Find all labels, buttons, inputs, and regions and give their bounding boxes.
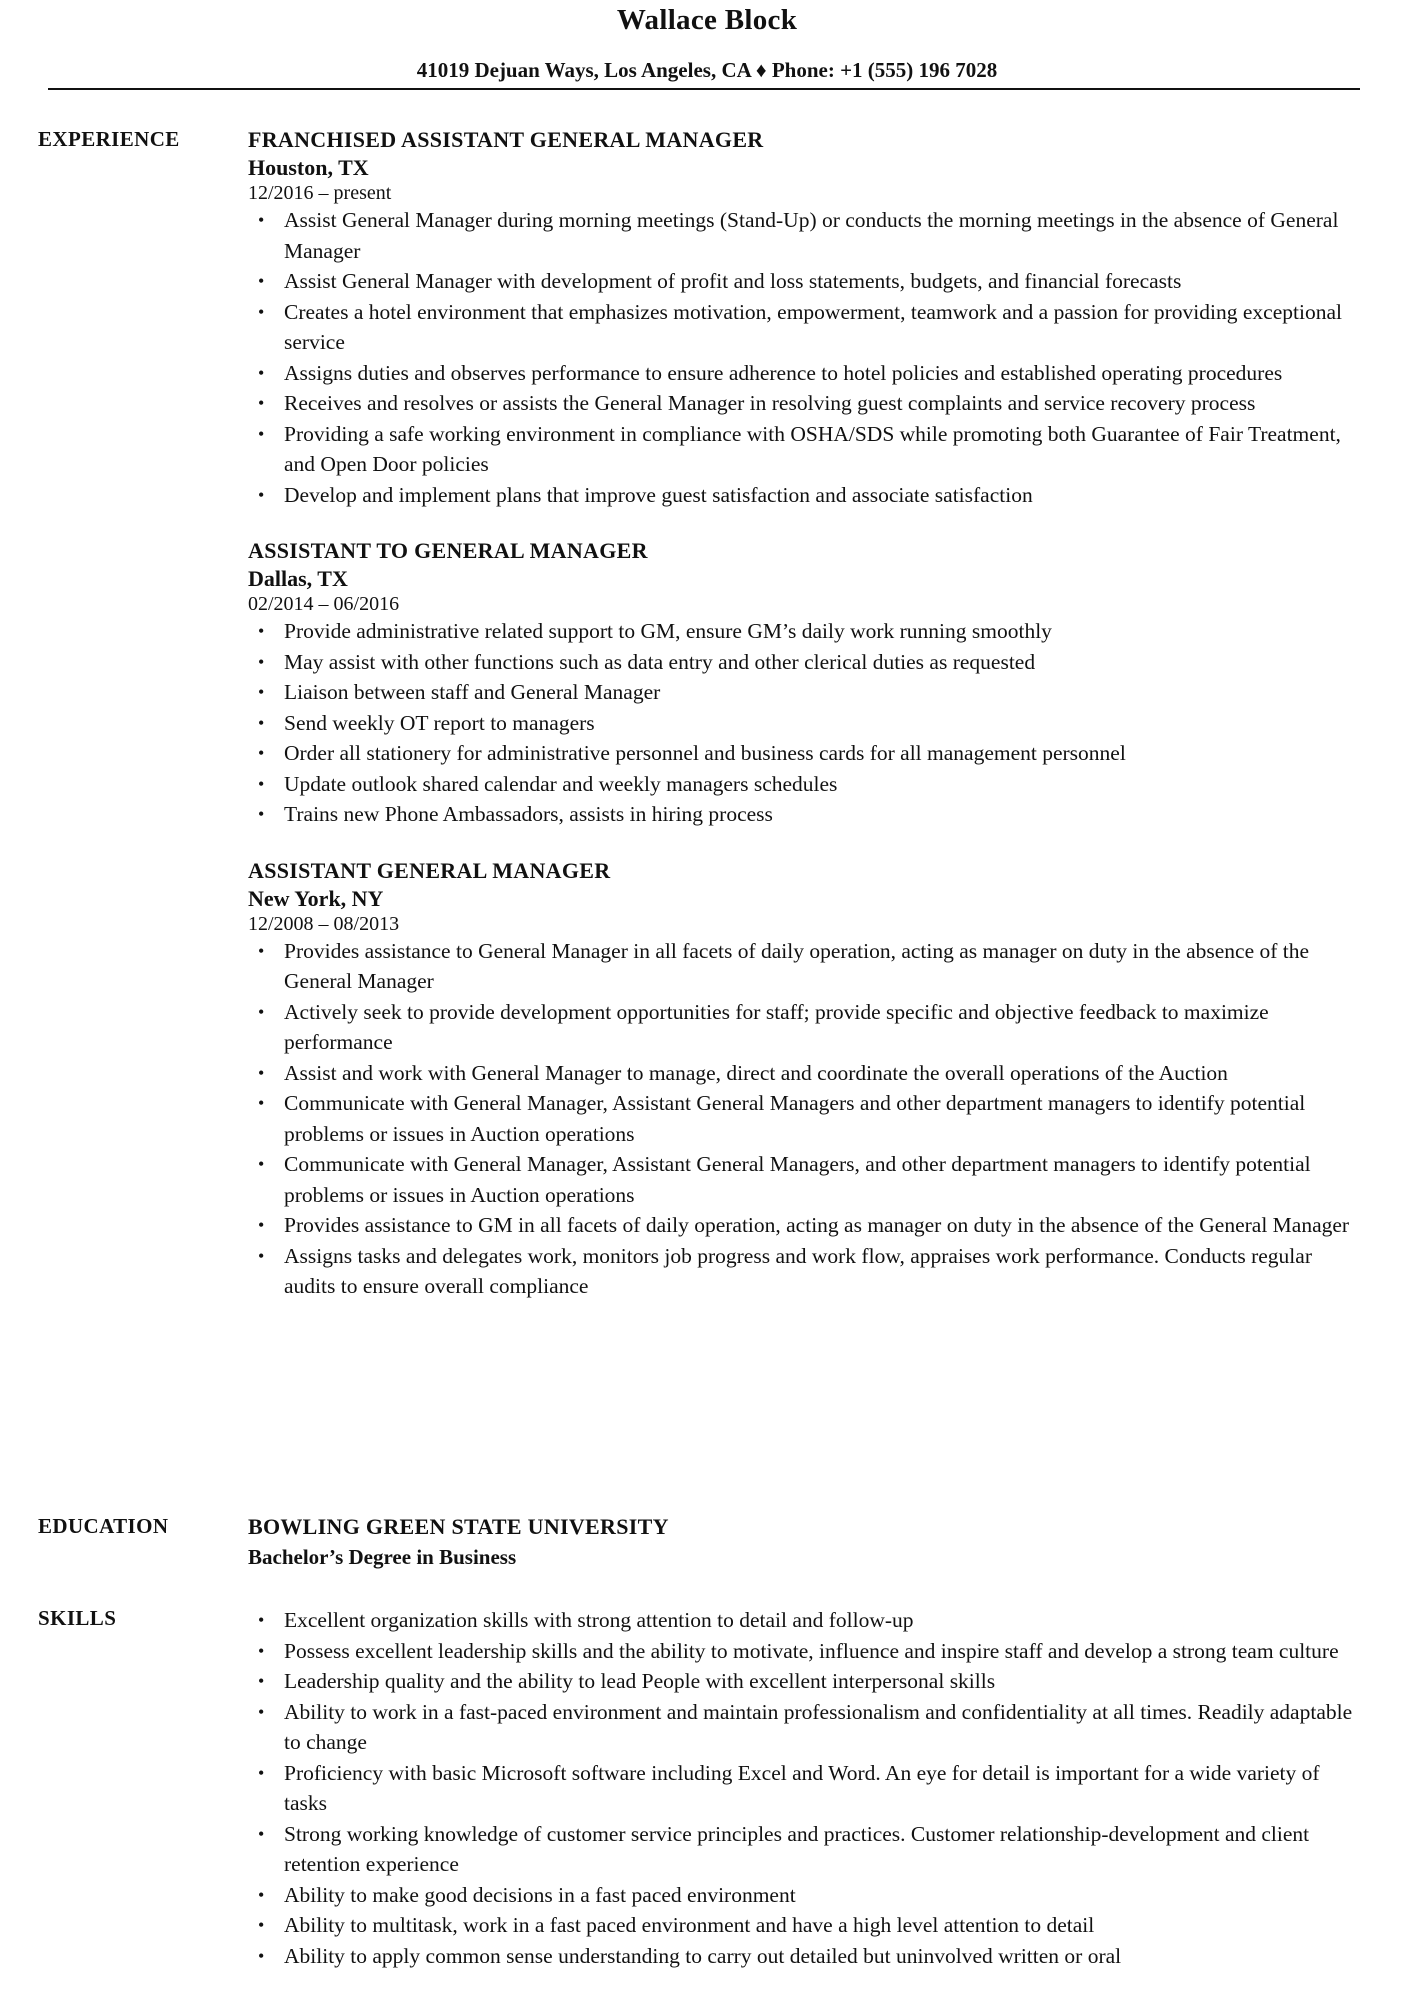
bullet-icon: •	[258, 804, 265, 824]
bullet-item: • Creates a hotel environment that emphasizes motivation, empowerment, teamwork and a passion for providing exceptional service	[248, 297, 1358, 358]
skill-item: • Ability to make good decisions in a fast paced environment	[248, 1880, 1358, 1911]
bullet-icon: •	[258, 210, 265, 230]
bullet-icon: •	[258, 743, 265, 763]
skill-item: • Excellent organization skills with strong attention to detail and follow-up	[248, 1605, 1358, 1636]
contact-line: 41019 Dejuan Ways, Los Angeles, CA ♦ Phone: +1 (555) 196 7028	[416, 58, 998, 82]
bullet-icon: •	[258, 621, 265, 641]
job-entry	[248, 855, 1358, 1302]
bullet-icon: •	[258, 1945, 265, 1966]
skill-item: • Leadership quality and the ability to lead People with excellent interpersonal skills	[248, 1666, 1358, 1697]
job-location: Houston, TX	[248, 155, 369, 180]
bullet-icon: •	[258, 1671, 265, 1691]
bullet-item: • Assigns duties and observes performance to ensure adherence to hotel policies and established operating procedures	[248, 358, 1358, 389]
header-divider	[48, 88, 1360, 90]
bullet-icon: •	[258, 1823, 265, 1844]
candidate-name: Wallace Block	[616, 4, 798, 36]
section-label-experience: EXPERIENCE	[38, 127, 180, 151]
job-dates: 12/2008 – 08/2013	[248, 912, 400, 935]
job-bullets	[248, 936, 1358, 1302]
bullet-item: • May assist with other functions such as data entry and other clerical duties as requested	[248, 647, 1358, 678]
bullet-item: • Communicate with General Manager, Assistant General Managers and other department managers to identify potential problems or issues in Auction operations	[248, 1088, 1358, 1149]
bullet-item: • Provides assistance to GM in all facets of daily operation, acting as manager on duty in the absence of the General Manager	[248, 1210, 1358, 1241]
job-title: ASSISTANT TO GENERAL MANAGER	[248, 538, 648, 563]
skill-item: • Proficiency with basic Microsoft software including Excel and Word. An eye for detail is important for a wide variety of tasks	[248, 1758, 1358, 1819]
bullet-item: • Liaison between staff and General Manager	[248, 677, 1358, 708]
bullet-item: • Assist General Manager during morning meetings (Stand-Up) or conducts the morning meetings in the absence of General Manager	[248, 205, 1358, 266]
bullet-item: • Providing a safe working environment in compliance with OSHA/SDS while promoting both Guarantee of Fair Treatment, and Open Door policies	[248, 419, 1358, 480]
bullet-item: • Receives and resolves or assists the General Manager in resolving guest complaints and service recovery process	[248, 388, 1358, 419]
job-title: ASSISTANT GENERAL MANAGER	[248, 857, 611, 883]
bullet-icon: •	[258, 301, 265, 322]
bullet-item: • Assist and work with General Manager to manage, direct and coordinate the overall operations of the Auction	[248, 1058, 1358, 1089]
bullet-icon: •	[258, 1701, 265, 1722]
bullet-icon: •	[258, 271, 265, 291]
section-label-skills: SKILLS	[38, 1606, 117, 1630]
bullet-item: • Actively seek to provide development opportunities for staff; provide specific and objective feedback to maximize performance	[248, 997, 1358, 1058]
skills-list	[248, 1605, 1358, 1971]
bullet-icon: •	[258, 1093, 265, 1113]
bullet-item: • Update outlook shared calendar and weekly managers schedules	[248, 769, 1358, 800]
skill-item: • Ability to multitask, work in a fast paced environment and have a high level attention to detail	[248, 1910, 1358, 1941]
bullet-item: • Send weekly OT report to managers	[248, 708, 1358, 739]
job-dates: 12/2016 – present	[248, 182, 392, 204]
bullet-item: • Assist General Manager with development of profit and loss statements, budgets, and financial forecasts	[248, 266, 1358, 297]
bullet-icon: •	[258, 1762, 265, 1783]
bullet-item: • Provides assistance to General Manager in all facets of daily operation, acting as manager on duty in the absence of the General Manager	[248, 936, 1358, 997]
bullet-item: • Order all stationery for administrative personnel and business cards for all management personnel	[248, 738, 1358, 769]
section-label-education: EDUCATION	[38, 1514, 169, 1538]
skill-item: • Strong working knowledge of customer service principles and practices. Customer relationship-development and client retention experience	[248, 1819, 1358, 1880]
job-bullets	[248, 616, 1358, 830]
bullet-icon: •	[258, 940, 265, 961]
job-entry	[248, 124, 1358, 510]
skill-item: • Ability to apply common sense understanding to carry out detailed but uninvolved written or oral	[248, 1941, 1358, 1972]
bullet-icon: •	[258, 1915, 265, 1935]
bullet-icon: •	[258, 1062, 265, 1083]
bullet-icon: •	[258, 423, 265, 444]
bullet-icon: •	[258, 1001, 265, 1022]
job-bullets	[248, 205, 1358, 510]
experience-list	[248, 124, 1358, 1327]
bullet-item: • Develop and implement plans that improve guest satisfaction and associate satisfaction	[248, 480, 1358, 511]
job-location: Dallas, TX	[248, 566, 348, 591]
bullet-icon: •	[258, 362, 265, 383]
bullet-item: • Communicate with General Manager, Assistant General Managers, and other department managers to identify potential problems or issues in Auction operations	[248, 1149, 1358, 1210]
bullet-icon: •	[258, 393, 265, 413]
job-dates: 02/2014 – 06/2016	[248, 593, 400, 615]
skill-item: • Possess excellent leadership skills and the ability to motivate, influence and inspire staff and develop a strong team culture	[248, 1636, 1358, 1667]
bullet-item: • Provide administrative related support to GM, ensure GM’s daily work running smoothly	[248, 616, 1358, 647]
bullet-icon: •	[258, 484, 265, 505]
bullet-icon: •	[258, 1154, 265, 1174]
degree: Bachelor’s Degree in Business	[248, 1545, 517, 1569]
bullet-icon: •	[258, 682, 265, 702]
bullet-icon: •	[258, 1884, 265, 1905]
job-entry	[248, 535, 1358, 830]
education-entry	[248, 1511, 1358, 1572]
bullet-item: • Trains new Phone Ambassadors, assists in hiring process	[248, 799, 1358, 830]
skill-item: • Ability to work in a fast-paced environment and maintain professionalism and confidentiality at all times. Readily adaptable to change	[248, 1697, 1358, 1758]
school-name: BOWLING GREEN STATE UNIVERSITY	[248, 1514, 669, 1539]
bullet-icon: •	[258, 773, 265, 794]
bullet-icon: •	[258, 1245, 265, 1266]
bullet-icon: •	[258, 1610, 265, 1630]
bullet-icon: •	[258, 1640, 265, 1661]
bullet-item: • Assigns tasks and delegates work, monitors job progress and work flow, appraises work performance. Conducts regular audits to ensure overall compliance	[248, 1241, 1358, 1302]
skill-bullets	[248, 1605, 1358, 1971]
bullet-icon: •	[258, 651, 265, 672]
bullet-icon: •	[258, 1215, 265, 1235]
job-location: New York, NY	[248, 885, 384, 911]
job-title: FRANCHISED ASSISTANT GENERAL MANAGER	[248, 127, 764, 152]
bullet-icon: •	[258, 712, 265, 733]
